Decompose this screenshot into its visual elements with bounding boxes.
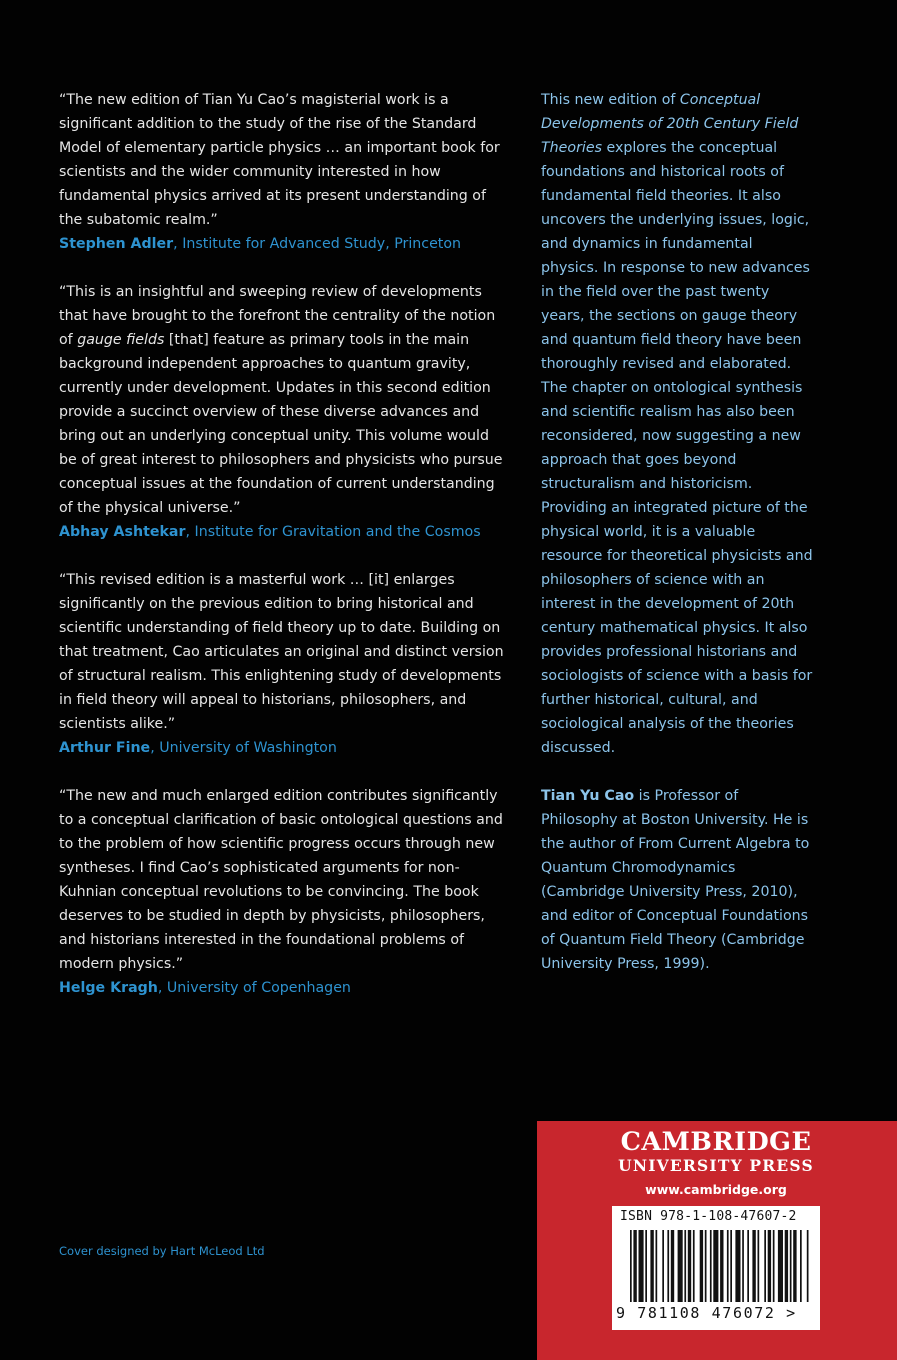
endorser-affiliation: , University of Washington bbox=[150, 740, 337, 756]
barcode-bar bbox=[764, 1230, 766, 1302]
description-column bbox=[541, 88, 813, 1000]
endorsement-adler bbox=[59, 88, 511, 256]
book-description bbox=[541, 88, 813, 760]
endorsements-column bbox=[59, 88, 511, 1024]
barcode-bar bbox=[688, 1230, 691, 1302]
endorsement-attribution bbox=[59, 232, 511, 256]
endorsement-text bbox=[59, 280, 511, 520]
endorsement-fine bbox=[59, 568, 511, 760]
publisher-name-line1: CAMBRIDGE bbox=[620, 1127, 812, 1157]
barcode-bar bbox=[735, 1230, 740, 1302]
barcode-box bbox=[612, 1206, 820, 1330]
endorsement-text-part: [that] feature as primary tools in the main background independent approaches to quantum gravity, currently under development. Updates in this second edition provide a succinct overview of these diverse advances and bring out an underlying conceptual unity. This volume would be of great interest to philosophers and physicists who pursue conceptual issues at the foundation of current understanding of the physical universe.” bbox=[59, 332, 503, 516]
endorsement-attribution bbox=[59, 520, 511, 544]
barcode-bar bbox=[752, 1230, 755, 1302]
endorser-name: Helge Kragh bbox=[59, 980, 158, 996]
barcode-bar bbox=[790, 1230, 792, 1302]
endorsement-text-part: “This is an insightful and sweeping review of developments that have brought to the forefront the centrality of the notion of bbox=[59, 284, 496, 348]
endorsement-text: “The new edition of Tian Yu Cao’s magisterial work is a significant addition to the study of the rise of the Standard Model of elementary particle physics … an important book for scientists and the wider community interested in how fundamental physics arrived at its present understanding of the subatomic realm.” bbox=[59, 92, 500, 228]
endorsement-text: “The new and much enlarged edition contributes significantly to a conceptual clarification of basic ontological questions and to the problem of how scientific progress occurs through new syntheses. I find Cao’s sophisticated arguments for non-Kuhnian conceptual revolutions to be convincing. The book deserves to be studied in depth by physicists, philosophers, and historians interested in the foundational problems of modern physics.” bbox=[59, 788, 503, 972]
barcode-bar bbox=[773, 1230, 775, 1302]
endorsement-kragh bbox=[59, 784, 511, 1000]
barcode-bar bbox=[727, 1230, 729, 1302]
barcode-bar bbox=[710, 1230, 712, 1302]
author-name: Tian Yu Cao bbox=[541, 788, 635, 804]
author-bio-text: is Professor of Philosophy at Boston University. He is the author of From Current Algebra to Quantum Chromodynamics (Cambridge University Press, 2010), and editor of Conceptual Foundations of Quantum Field Theory (Cambridge University Press, 1999). bbox=[541, 788, 810, 972]
barcode-bar bbox=[730, 1230, 732, 1302]
cover-credit: Cover designed by Hart McLeod Ltd bbox=[59, 1244, 265, 1258]
barcode-bar bbox=[639, 1230, 644, 1302]
publisher-url: www.cambridge.org bbox=[645, 1182, 787, 1197]
barcode-bar bbox=[705, 1230, 707, 1302]
barcode-bar bbox=[700, 1230, 703, 1302]
endorsement-text-italic: gauge fields bbox=[77, 332, 165, 348]
barcode-bar bbox=[667, 1230, 669, 1302]
barcode-bar bbox=[807, 1230, 809, 1302]
endorsement-text: “This revised edition is a masterful work … [it] enlarges significantly on the previous edition to bring historical and scientific understanding of field theory up to date. Building on that treatment, Cao articulates an original and distinct version of structural realism. This enlightening study of developments in field theory will appeal to historians, philosophers, and scientists alike.” bbox=[59, 572, 504, 732]
barcode-bar bbox=[793, 1230, 796, 1302]
barcode-bar bbox=[630, 1230, 632, 1302]
barcode-bar bbox=[785, 1230, 788, 1302]
barcode-icon bbox=[612, 1230, 820, 1304]
barcode-bar bbox=[645, 1230, 647, 1302]
barcode-bar bbox=[671, 1230, 674, 1302]
publisher-logo bbox=[613, 1127, 819, 1175]
barcode-bar bbox=[800, 1230, 802, 1302]
endorser-affiliation: , Institute for Gravitation and the Cosmos bbox=[185, 524, 481, 540]
barcode-bar bbox=[662, 1230, 664, 1302]
endorser-name: Arthur Fine bbox=[59, 740, 151, 756]
book-title-italic: Conceptual Developments of 20th Century Field Theories bbox=[541, 92, 799, 156]
barcode-bar bbox=[778, 1230, 783, 1302]
barcode-bar bbox=[742, 1230, 744, 1302]
barcode-bar bbox=[684, 1230, 686, 1302]
barcode-bar bbox=[747, 1230, 749, 1302]
endorser-name: Abhay Ashtekar bbox=[59, 524, 186, 540]
barcode-bar bbox=[713, 1230, 718, 1302]
endorsement-attribution bbox=[59, 736, 511, 760]
barcode-bar bbox=[758, 1230, 760, 1302]
endorser-name: Stephen Adler bbox=[59, 236, 174, 252]
author-bio bbox=[541, 784, 813, 976]
endorsement-ashtekar bbox=[59, 280, 511, 544]
barcode-bar bbox=[693, 1230, 695, 1302]
barcode-bar bbox=[656, 1230, 658, 1302]
publisher-name-line2: UNIVERSITY PRESS bbox=[618, 1156, 814, 1175]
barcode-bar bbox=[650, 1230, 653, 1302]
publisher-block bbox=[537, 1121, 897, 1360]
barcode-bar bbox=[720, 1230, 723, 1302]
barcode-bar bbox=[633, 1230, 636, 1302]
isbn-text: ISBN 978-1-108-47607-2 bbox=[620, 1209, 797, 1224]
barcode-bar bbox=[678, 1230, 683, 1302]
endorsement-attribution bbox=[59, 976, 511, 1000]
barcode-bar bbox=[768, 1230, 771, 1302]
endorser-affiliation: , Institute for Advanced Study, Princeton bbox=[173, 236, 462, 252]
barcode-digits: 9 781108 476072 > bbox=[616, 1304, 797, 1322]
description-intro: This new edition of bbox=[541, 92, 680, 108]
description-body: explores the conceptual foundations and historical roots of fundamental field theories. It also uncovers the underlying issues, logic, and dynamics in fundamental physics. In response to new advances in the field over the past twenty years, the sections on gauge theory and quantum field theory have been thoroughly revised and elaborated. The chapter on ontological synthesis and scientific realism has also been reconsidered, now suggesting a new approach that goes beyond structuralism and historicism. Providing an integrated picture of the physical world, it is a valuable resource for theoretical physicists and philosophers of science with an interest in the development of 20th century mathematical physics. It also provides professional historians and sociologists of science with a basis for further historical, cultural, and sociological analysis of the theories discussed. bbox=[541, 140, 813, 756]
endorser-affiliation: , University of Copenhagen bbox=[157, 980, 351, 996]
